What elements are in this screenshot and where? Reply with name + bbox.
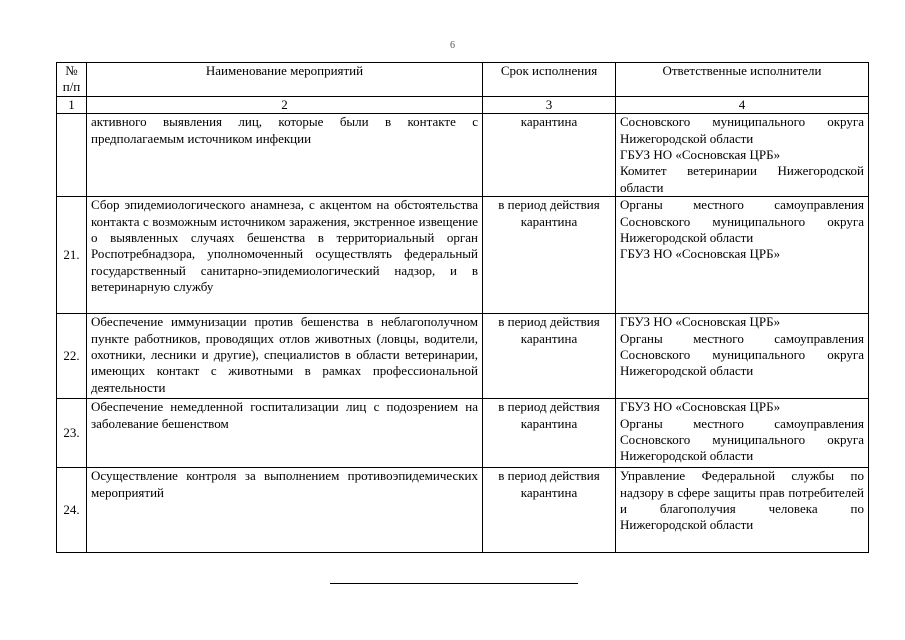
row-responsible xyxy=(616,197,869,314)
responsible-entry: Комитет ветеринарии Нижегородской области xyxy=(620,163,864,195)
responsible-entry: Органы местного самоуправления Сосновского муниципального округа Нижегородской области xyxy=(620,197,864,246)
table-row xyxy=(57,399,869,468)
responsible-entry: ГБУЗ НО «Сосновская ЦРБ» xyxy=(620,147,781,163)
row-responsible xyxy=(616,468,869,553)
row-term: в период действия карантина xyxy=(483,197,616,314)
row-responsible xyxy=(616,114,869,197)
responsible-entry: Органы местного самоуправления Сосновского муниципального округа Нижегородской области xyxy=(620,415,864,464)
measures-table xyxy=(56,62,869,553)
column-number: 1 xyxy=(57,96,87,113)
row-responsible xyxy=(616,314,869,399)
page-number: 6 xyxy=(450,40,455,51)
row-number: 23. xyxy=(57,399,87,468)
row-number: 21. xyxy=(57,197,87,314)
column-number-row xyxy=(57,96,869,113)
row-term: карантина xyxy=(483,114,616,197)
header-term: Срок исполнения xyxy=(483,63,616,97)
header-action: Наименование мероприятий xyxy=(87,63,483,97)
responsible-entry: Органы местного самоуправления Сосновского муниципального округа Нижегородской области xyxy=(620,330,864,379)
column-number: 2 xyxy=(87,96,483,113)
header-number: № п/п xyxy=(57,63,87,97)
row-action: Обеспечение иммунизации против бешенства в неблагополучном пункте работников, проводящих отлов животных (ловцы, водители, охотники, лесники и другие), специалистов в области ветеринарии, имеющих контакт с животными в рамках профессиональной деятельности xyxy=(87,314,483,399)
table-row xyxy=(57,314,869,399)
responsible-entry: ГБУЗ НО «Сосновская ЦРБ» xyxy=(620,246,781,262)
table-row xyxy=(57,114,869,197)
responsible-entry: ГБУЗ НО «Сосновская ЦРБ» xyxy=(620,399,781,415)
responsible-entry: Сосновского муниципального округа Нижегородской области xyxy=(620,114,864,146)
row-number: 24. xyxy=(57,468,87,553)
row-action: Осуществление контроля за выполнением противоэпидемических мероприятий xyxy=(87,468,483,553)
row-number xyxy=(57,114,87,197)
row-term: в период действия карантина xyxy=(483,468,616,553)
column-number: 3 xyxy=(483,96,616,113)
row-number: 22. xyxy=(57,314,87,399)
row-responsible xyxy=(616,399,869,468)
table-header-row xyxy=(57,63,869,97)
column-number: 4 xyxy=(616,96,869,113)
end-separator-line xyxy=(330,583,578,584)
row-action: Сбор эпидемиологического анамнеза, с акцентом на обстоятельства контакта с возможным источником заражения, экстренное извещение о выявленных случаях бешенства в территориальный орган Роспотребнадзора, уполномоченный осуществлять федеральный государственный санитарно-эпидемиологический надзор, и в ветеринарную службу xyxy=(87,197,483,314)
header-responsible: Ответственные исполнители xyxy=(616,63,869,97)
responsible-entry: Управление Федеральной службы по надзору в сфере защиты прав потребителей и благополучия человека по Нижегородской области xyxy=(620,468,864,533)
row-action: активного выявления лиц, которые были в контакте с предполагаемым источником инфекции xyxy=(87,114,483,197)
responsible-entry: ГБУЗ НО «Сосновская ЦРБ» xyxy=(620,314,781,330)
table-row xyxy=(57,468,869,553)
row-action: Обеспечение немедленной госпитализации лиц с подозрением на заболевание бешенством xyxy=(87,399,483,468)
table-row xyxy=(57,197,869,314)
row-term: в период действия карантина xyxy=(483,314,616,399)
row-term: в период действия карантина xyxy=(483,399,616,468)
